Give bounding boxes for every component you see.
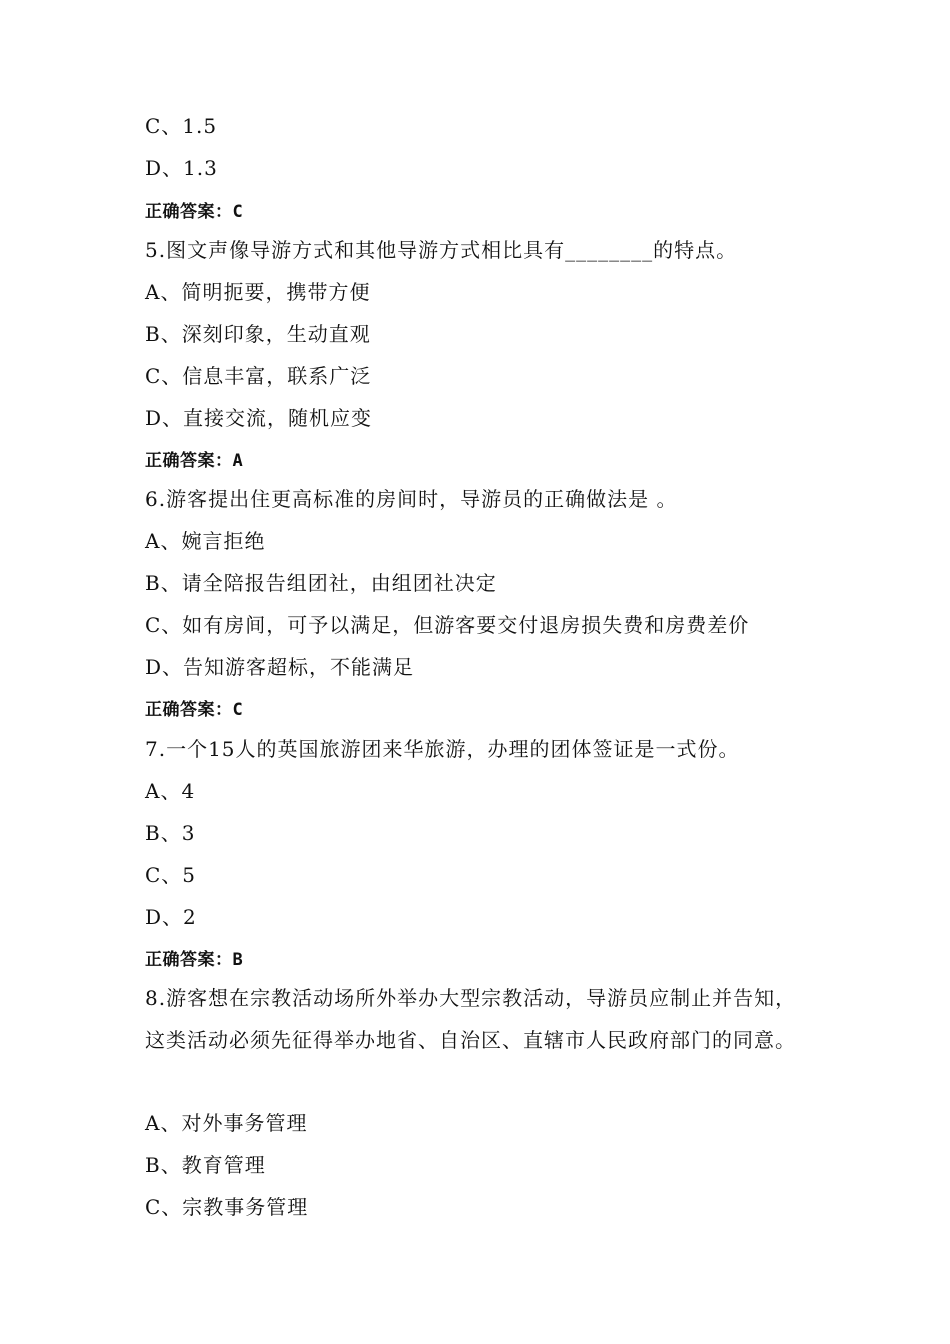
answer-q5: 正确答案：A [145,451,244,471]
question-5: 5.图文声像导游方式和其他导游方式相比具有________的特点。 [145,238,738,262]
option-c-q7: C、5 [145,863,197,887]
option-a-q6: A、婉言拒绝 [145,529,266,553]
option-c-q5: C、信息丰富，联系广泛 [145,364,372,388]
answer-q7: 正确答案：B [145,950,244,970]
option-c-q8: C、宗教事务管理 [145,1195,309,1219]
option-b-q5: B、深刻印象，生动直观 [145,322,371,346]
question-7: 7.一个15人的英国旅游团来华旅游，办理的团体签证是一式份。 [145,737,740,761]
option-a-q8: A、对外事务管理 [145,1111,308,1135]
question-6: 6.游客提出住更高标准的房间时，导游员的正确做法是 。 [145,487,678,511]
option-d-q4: D、1.3 [145,156,218,180]
option-b-q6: B、请全陪报告组团社，由组团社决定 [145,571,497,595]
option-a-q7: A、4 [145,779,196,803]
option-c-q4: C、1.5 [145,114,218,138]
option-a-q5: A、简明扼要，携带方便 [145,280,371,304]
answer-q4: 正确答案：C [145,202,244,222]
option-b-q8: B、教育管理 [145,1153,266,1177]
option-d-q7: D、2 [145,905,197,929]
option-b-q7: B、3 [145,821,196,845]
question-8: 8.游客想在宗教活动场所外举办大型宗教活动，导游员应制止并告知，这类活动必须先征得举办地省、自治区、直辖市人民政府部门的同意。 [145,986,797,1052]
option-c-q6: C、如有房间，可予以满足，但游客要交付退房损失费和房费差价 [145,613,750,637]
option-d-q5: D、直接交流，随机应变 [145,406,373,430]
option-d-q6: D、告知游客超标，不能满足 [145,655,415,679]
answer-q6: 正确答案：C [145,700,244,720]
